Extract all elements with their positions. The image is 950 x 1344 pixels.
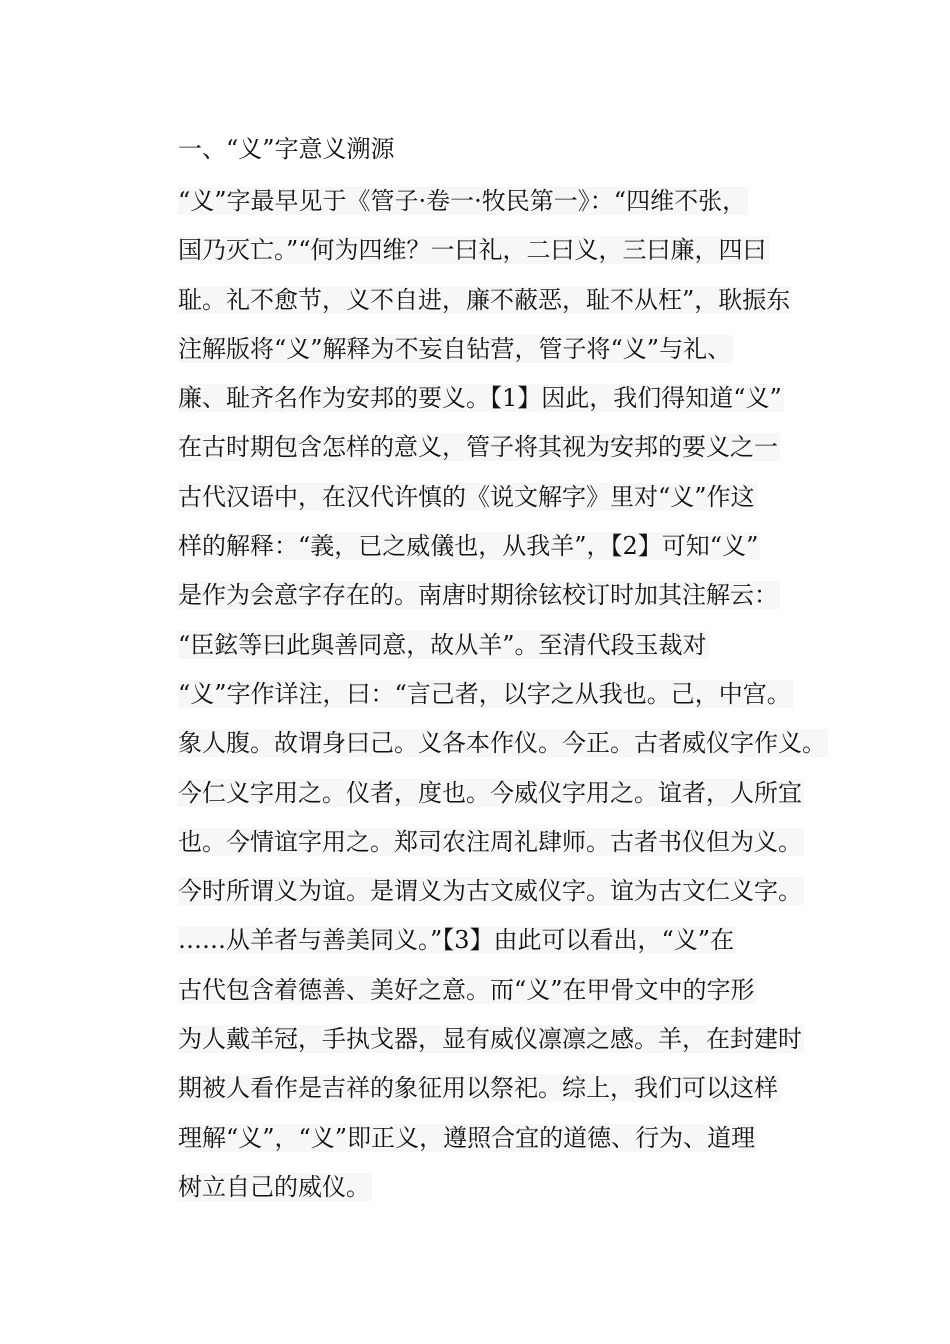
text-line: 在古时期包含怎样的意义，管子将其视为安邦的要义之一 [178, 433, 778, 462]
text-line: 注解版将“义”解释为不妄自钻营，管子将“义”与礼、 [178, 334, 732, 363]
text-line: 期被人看作是吉祥的象征用以祭祀。综上，我们可以这样 [178, 1074, 778, 1103]
text-line: 样的解释：“義，已之威儀也，从我羊”，【2】可知“义” [178, 532, 759, 561]
body-paragraph [178, 177, 838, 1212]
text-line: “义”字最早见于《管子·卷一·牧民第一》：“四维不张， [178, 187, 747, 215]
text-line: 古代包含着德善、美好之意。而“义”在甲骨文中的字形 [178, 975, 755, 1004]
text-line: ……从羊者与善美同义。”【3】由此可以看出，“义”在 [178, 926, 735, 955]
text-line: 国乃灭亡。”“何为四维？一曰礼，二曰义，三曰廉，四曰 [178, 236, 767, 265]
text-line: 理解“义”，“义”即正义，遵照合宜的道德、行为、道理 [178, 1123, 756, 1152]
text-line: 也。今情谊字用之。郑司农注周礼肆师。古者书仪但为义。 [178, 827, 802, 856]
text-line: 是作为会意字存在的。南唐时期徐铉校订时加其注解云： [178, 581, 778, 610]
text-line: “臣鉉等曰此與善同意，故从羊”。至清代段玉裁对 [178, 630, 707, 659]
section-heading: 一、“义”字意义溯源 [178, 135, 395, 163]
text-line: 今时所谓义为谊。是谓义为古文威仪字。谊为古文仁义字。 [178, 877, 802, 906]
text-line: 为人戴羊冠，手执戈器，显有威仪凛凛之感。羊，在封建时 [178, 1025, 802, 1054]
text-line: 古代汉语中，在汉代许慎的《说文解字》里对“义”作这 [178, 482, 755, 511]
text-line: 象人腹。故谓身曰己。义各本作仪。今正。古者威仪字作义。 [178, 729, 826, 758]
text-line: 廉、耻齐名作为安邦的要义。【1】因此，我们得知道“义” [178, 384, 782, 413]
text-line: 今仁义字用之。仪者，度也。今威仪字用之。谊者，人所宜 [178, 778, 802, 807]
text-line: “义”字作详注，曰：“言己者，以字之从我也。己，中宫。 [178, 679, 791, 708]
text-line: 耻。礼不愈节，义不自进，廉不蔽恶，耻不从枉”，耿振东 [178, 285, 791, 314]
text-line: 树立自己的威仪。 [178, 1172, 370, 1201]
